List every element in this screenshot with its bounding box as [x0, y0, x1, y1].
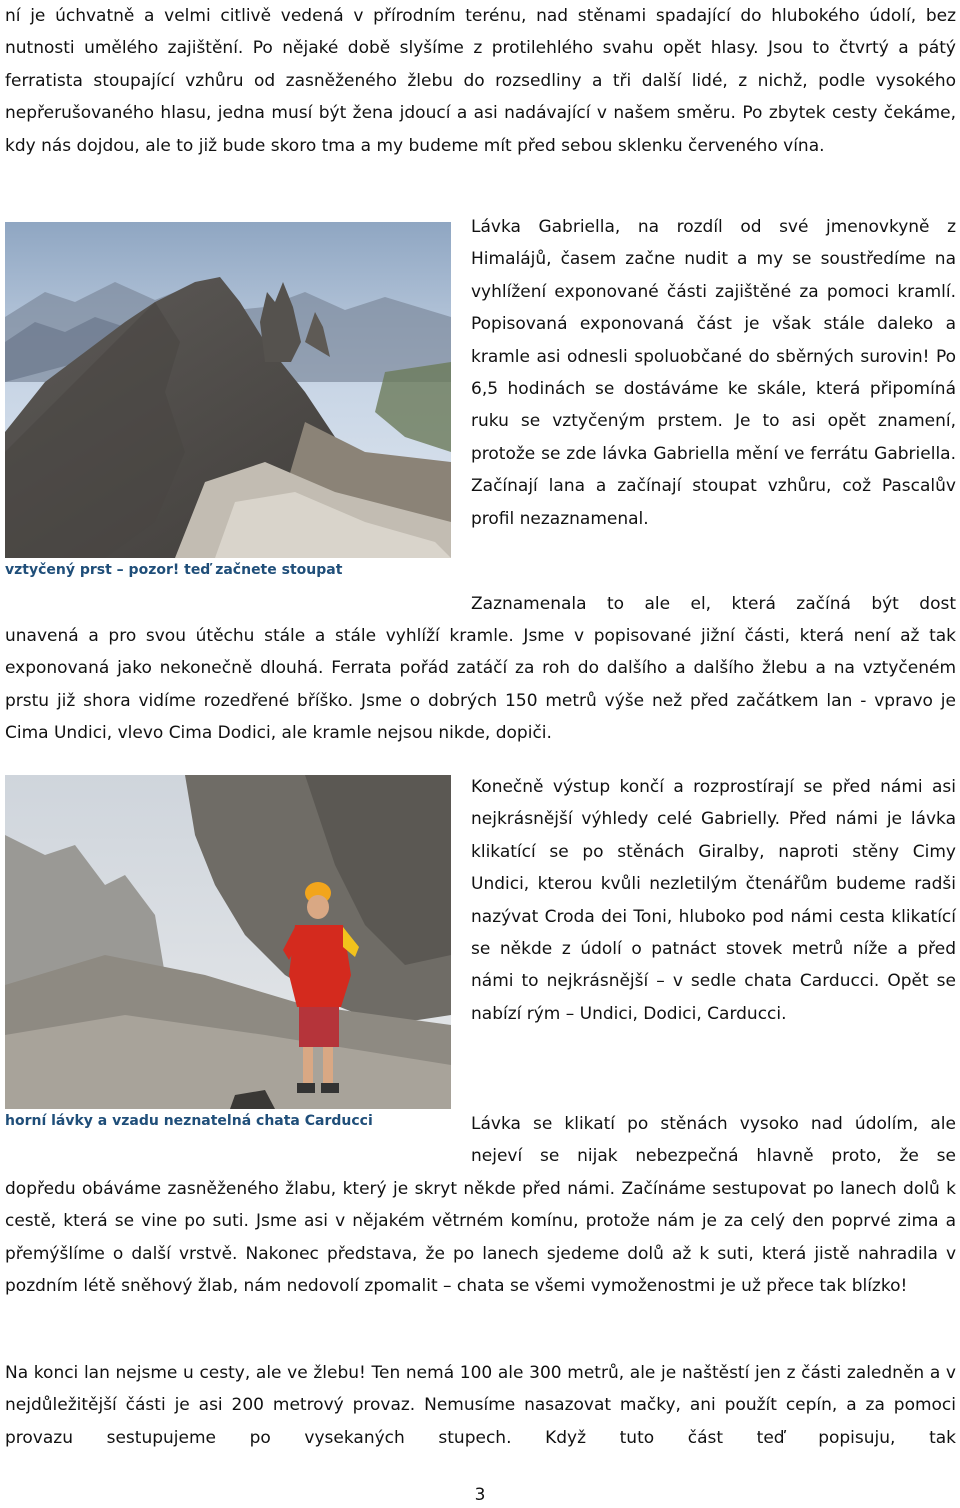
photo-caption-1: vztyčený prst – pozor! teď začnete stoupat [5, 562, 343, 578]
paragraph-lavka-klikati: dopředu obáváme zasněženého žlabu, který je skryt někde před námi. Začínáme sestupovat po lanech dolů k cestě, která se vine po suti. Jsme asi v nějakém větrném komínu, protože nám je za celý den poprvé zima a přemýšlíme o další vrstvě. Nakonec představa, že po lanech sjedeme dolů až k suti, která jistě nahradila v pozdním létě sněhový žlab, nám nedovolí zpomalit – chata se všemi vymoženostmi je už přece tak blízko! [5, 1179, 956, 1297]
photo-climber-carducci [5, 775, 451, 1109]
photo-caption-2: horní lávky a vzadu neznatelná chata Carducci [5, 1113, 373, 1129]
page-number: 3 [474, 1485, 486, 1505]
paragraph-konecne-vystup: Konečně výstup končí a rozprostírají se před námi asi nejkrásnější výhledy celé Gabrielly. Před námi je lávka klikatící se po stěnách Giralby, naproti stěny Cimy Undici, kterou kvůli nezletilým čtenářům budeme radši nazývat Croda dei Toni, hluboko pod námi cesta klikatící se někde z údolí o patnáct stovek metrů níže a před námi to nejkrásnější – v sedle chata Carducci. Opět se nabízí rým – Undici, Dodici, Carducci. [471, 777, 956, 1024]
paragraph-lavka-klikati-start: Lávka se klikatí po stěnách vysoko nad údolím, ale nejeví se nijak nebezpečná hlavně proto, že se [471, 1114, 956, 1167]
photo-raised-finger-rock [5, 222, 451, 558]
paragraph-konec-lan: Na konci lan nejsme u cesty, ale ve žlebu! Ten nemá 100 ale 300 metrů, ale je naštěstí jen z části zaledněn a v nejdůležitější části je asi 200 metrový provaz. Nemusíme nasazovat mačky, ani použít cepín, a za pomoci provazu sestupujeme po vysekaných stupech. Když tuto část teď popisuju, tak [5, 1363, 956, 1448]
paragraph-lavka-gabriella: Lávka Gabriella, na rozdíl od své jmenovkyně z Himalájů, časem začne nudit a my se soustředíme na vyhlížení exponované části zajištěné za pomoci kramlí. Popisovaná exponovaná část je však stále daleko a kramle asi odnesli spoluobčané do sběrných surovin! Po 6,5 hodinách se dostáváme ke skále, která připomíná ruku se vztyčeným prstem. Je to asi opět znamení, protože se zde lávka Gabriella mění ve ferrátu Gabriella. Začínají lana a začínají stoupat vzhůru, což Pascalův profil nezaznamenal. [471, 217, 956, 529]
paragraph-zaznamenala-start: Zaznamenala to ale el, která začíná být dost [471, 594, 956, 614]
paragraph-zaznamenala: unavená a pro svou útěchu stále a stále vyhlíží kramle. Jsme v popisované jižní části, která není až tak exponovaná jako nekonečně dlouhá. Ferrata pořád zatáčí za roh do dalšího a dalšího žlebu a na vztyčeném prstu již shora vidíme rozedřené bříško. Jsme o dobrých 150 metrů výše než před začátkem lan - vpravo je Cima Undici, vlevo Cima Dodici, ale kramle nejsou nikde, dopiči. [5, 626, 956, 744]
paragraph-intro: ní je úchvatně a velmi citlivě vedená v přírodním terénu, nad stěnami spadající do hlubokého údolí, bez nutnosti umělého zajištění. Po nějaké době slyšíme z protilehlého svahu opět hlasy. Jsou to čtvrtý a pátý ferratista stoupající vzhůru od zasněženého žlebu do rozsedliny a tři další lidé, z nichž, podle vysokého nepřerušovaného hlasu, jedna musí být žena jdoucí a asi nadávající v našem směru. Po zbytek cesty čekáme, kdy nás dojdou, ale to již bude skoro tma a my budeme mít před sebou sklenku červeného vína. [5, 6, 956, 156]
